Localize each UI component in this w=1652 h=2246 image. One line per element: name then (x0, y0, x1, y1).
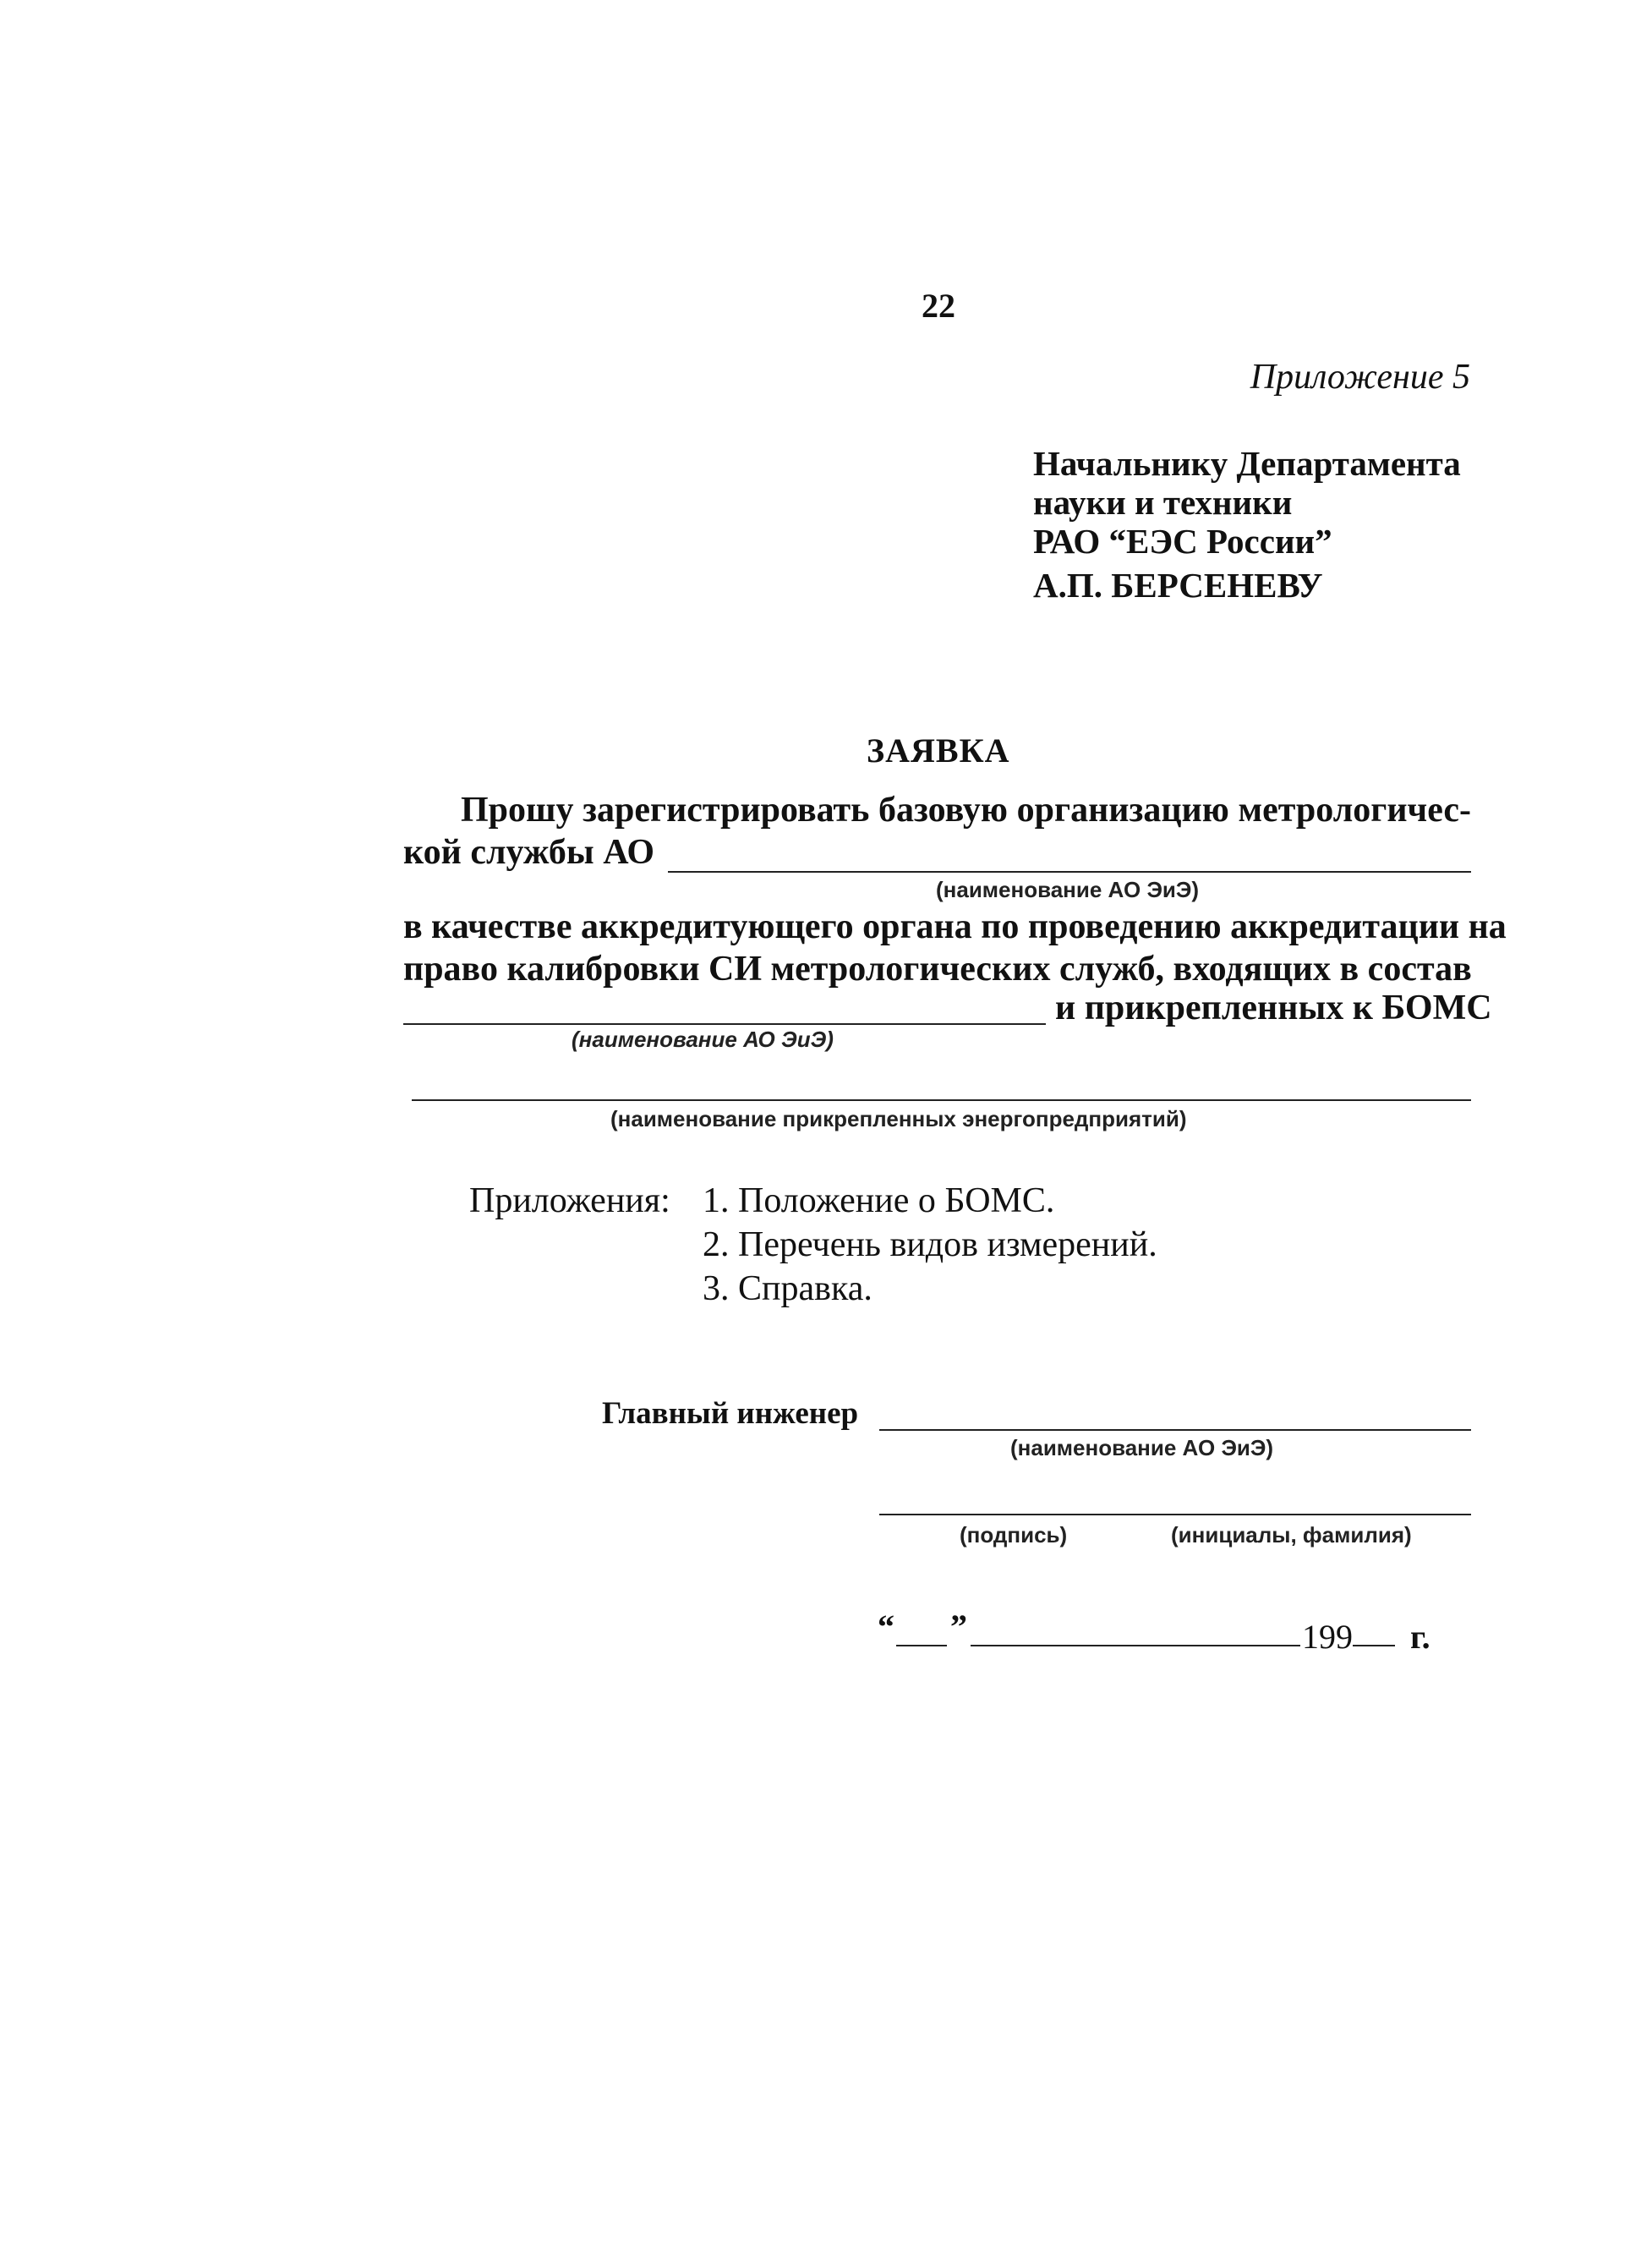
org-name-caption: (наименование АО ЭиЭ) (936, 877, 1200, 902)
appendix-label: Приложение 5 (1250, 358, 1470, 397)
signature-org-field[interactable] (879, 1429, 1471, 1431)
signature-caption: (подпись) (960, 1522, 1068, 1548)
member-org-field[interactable] (403, 1023, 1046, 1025)
date-year-suffix: г. (1410, 1618, 1430, 1656)
date-year-prefix: 199 (1302, 1618, 1353, 1656)
attached-enterprises-caption: (наименование прикрепленных энергопредприятий) (610, 1106, 1187, 1131)
request-line-5-tail: и прикрепленных к БОМС (1055, 989, 1492, 1027)
signature-org-caption: (наименование АО ЭиЭ) (1010, 1435, 1274, 1460)
date-month-field[interactable] (971, 1645, 1300, 1646)
attachment-item-2: 2. Перечень видов измерений. (703, 1225, 1157, 1264)
date-open-quote: “ (878, 1608, 894, 1646)
addressee-line-3: РАО “ЕЭС России” (1033, 522, 1332, 561)
request-line-1: Прошу зарегистрировать базовую организацию метрологичес- (461, 791, 1471, 830)
addressee-block (1033, 444, 1461, 605)
document-title: ЗАЯВКА (867, 731, 1010, 770)
signature-label: Главный инженер (602, 1396, 859, 1431)
attachment-item-1: 1. Положение о БОМС. (703, 1181, 1055, 1220)
member-org-caption: (наименование АО ЭиЭ) (572, 1027, 834, 1052)
addressee-line-2: науки и техники (1033, 483, 1293, 522)
signature-name-field[interactable] (879, 1514, 1471, 1515)
attachment-item-3: 3. Справка. (703, 1269, 872, 1308)
date-close-quote: ” (950, 1608, 967, 1646)
attached-enterprises-field[interactable] (412, 1099, 1471, 1101)
addressee-line-4: А.П. БЕРСЕНЕВУ (1033, 566, 1323, 605)
name-caption: (инициалы, фамилия) (1171, 1522, 1412, 1548)
org-name-field[interactable] (668, 871, 1471, 873)
request-line-4: право калибровки СИ метрологических служб, входящих в состав (403, 950, 1472, 989)
attachments-label: Приложения: (469, 1181, 670, 1220)
date-year-field[interactable] (1353, 1645, 1395, 1646)
date-day-field[interactable] (896, 1645, 947, 1646)
page-number: 22 (922, 287, 955, 325)
request-line-3: в качестве аккредитующего органа по проведению аккредитации на (403, 907, 1507, 946)
addressee-line-1: Начальнику Департамента (1033, 444, 1461, 483)
request-line-2: кой службы АО (403, 833, 655, 872)
